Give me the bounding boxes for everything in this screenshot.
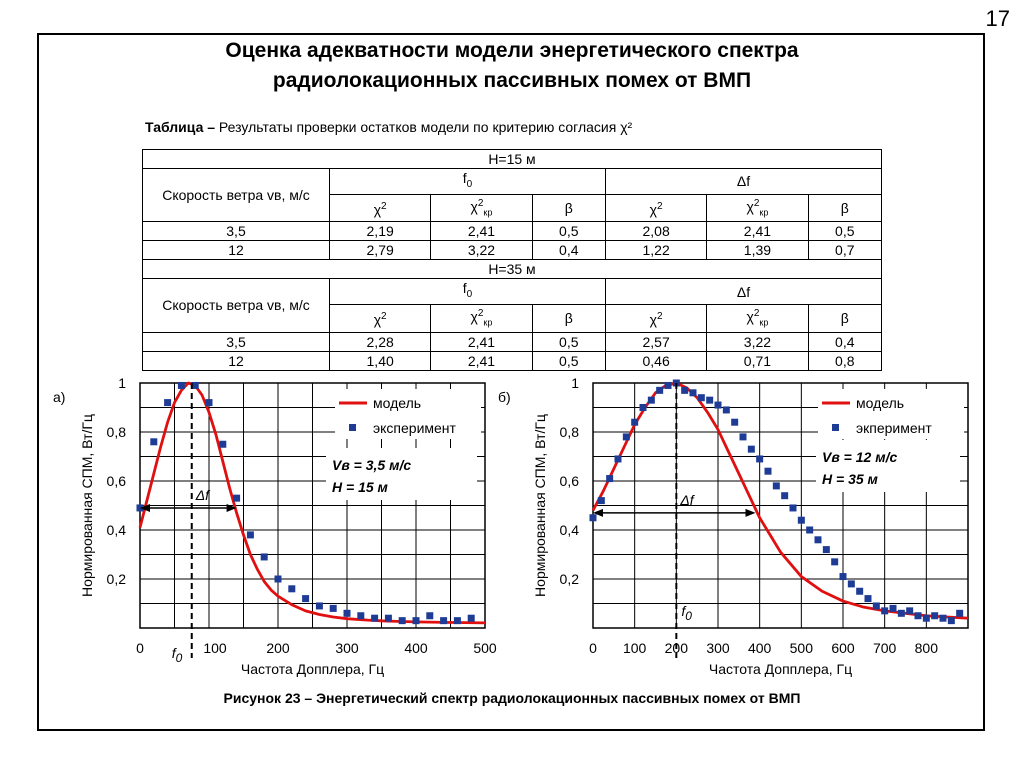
table-cell: 0,71 <box>707 351 808 370</box>
experiment-point <box>275 576 282 583</box>
x-tick-label: 600 <box>831 640 855 656</box>
x-tick-label: 500 <box>789 640 814 656</box>
annotation-height: H = 35 м <box>822 471 878 487</box>
column-header-chi2kr: $\chi^2_{кр}$ <box>431 194 532 221</box>
x-tick-label: 800 <box>914 640 939 656</box>
x-tick-label: 100 <box>622 640 647 656</box>
page-number: 17 <box>985 6 1010 31</box>
column-header-chi2: $\chi^2$ <box>605 194 706 221</box>
table-cell: 0,46 <box>605 351 706 370</box>
x-tick-label: 400 <box>747 640 772 656</box>
experiment-point <box>898 610 905 617</box>
y-tick-label: 0,6 <box>106 473 126 489</box>
experiment-point <box>948 617 955 624</box>
x-tick-label: 300 <box>335 640 359 656</box>
experiment-point <box>413 617 420 624</box>
experiment-point <box>468 615 475 622</box>
table-cell: 1,22 <box>605 241 706 260</box>
experiment-point <box>385 615 392 622</box>
column-header-chi2: $\chi^2$ <box>605 305 706 332</box>
table-cell: 0,7 <box>808 241 881 260</box>
row-speed-value: 3,5 <box>143 332 330 351</box>
group-df: Δf <box>605 169 881 195</box>
legend-experiment-label: экперимент <box>856 420 932 436</box>
table-cell: 2,79 <box>330 241 431 260</box>
x-axis-title: Частота Допплера, Гц <box>240 661 385 677</box>
experiment-point <box>426 612 433 619</box>
experiment-point <box>357 612 364 619</box>
table-cell: 2,28 <box>330 332 431 351</box>
table-cell: 0,5 <box>532 351 605 370</box>
experiment-point <box>856 588 863 595</box>
experiment-point <box>840 573 847 580</box>
figure-caption: Рисунок 23 – Энергетический спектр радиолокационных пассивных помех от ВМП <box>223 690 801 706</box>
experiment-point <box>765 468 772 475</box>
y-axis-title: Нормированная СПМ, Вт/Гц <box>532 414 548 597</box>
column-header-beta: β <box>808 305 881 332</box>
table-cell: 0,4 <box>808 332 881 351</box>
experiment-point <box>748 446 755 453</box>
experiment-point <box>615 455 622 462</box>
group-f0: $f_0$ <box>330 169 606 195</box>
experiment-point <box>178 382 185 389</box>
experiment-point <box>233 495 240 502</box>
panel-label: а) <box>53 389 66 405</box>
group-f0: $f_0$ <box>330 279 606 305</box>
row-speed-value: 3,5 <box>143 222 330 241</box>
column-header-chi2kr: $\chi^2_{кр}$ <box>707 305 808 332</box>
table-cell: 2,41 <box>431 332 532 351</box>
df-arrow-head-right <box>746 509 756 517</box>
experiment-point <box>906 607 913 614</box>
table-cell: 0,5 <box>808 222 881 241</box>
y-tick-label: 0,4 <box>106 522 126 538</box>
experiment-point <box>206 399 213 406</box>
table-caption-text: Результаты проверки остатков модели по критерию согласия χ² <box>215 119 633 135</box>
experiment-point <box>915 612 922 619</box>
row-speed-value: 12 <box>143 241 330 260</box>
table-cell: 2,41 <box>431 222 532 241</box>
x-tick-label: 0 <box>589 640 597 656</box>
experiment-point <box>881 607 888 614</box>
table-cell: 1,40 <box>330 351 431 370</box>
experiment-point <box>371 615 378 622</box>
x-tick-label: 0 <box>136 640 144 656</box>
experiment-point <box>940 615 947 622</box>
experiment-point <box>806 527 813 534</box>
experiment-point <box>831 558 838 565</box>
x-tick-label: 300 <box>706 640 730 656</box>
table-cell: 3,22 <box>707 332 808 351</box>
y-tick-label: 0,2 <box>559 571 579 587</box>
experiment-point <box>690 389 697 396</box>
section-header: H=35 м <box>143 260 882 279</box>
experiment-point <box>648 397 655 404</box>
experiment-point <box>731 419 738 426</box>
experiment-point <box>823 546 830 553</box>
x-tick-label: 200 <box>266 640 290 656</box>
experiment-point <box>150 438 157 445</box>
f0-label: f0 <box>681 603 692 623</box>
section-header: H=15 м <box>143 150 882 169</box>
annotation-speed: Vв = 3,5 м/с <box>332 457 412 473</box>
experiment-point <box>640 404 647 411</box>
table-cell: 1,39 <box>707 241 808 260</box>
column-header-beta: β <box>532 305 605 332</box>
df-label: Δf <box>680 491 694 508</box>
experiment-point <box>723 406 730 413</box>
table-cell: 2,08 <box>605 222 706 241</box>
experiment-point <box>848 580 855 587</box>
experiment-point <box>454 617 461 624</box>
annotation-speed: Vв = 12 м/с <box>822 449 898 465</box>
experiment-point <box>440 617 447 624</box>
experiment-point <box>956 610 963 617</box>
experiment-point <box>606 475 613 482</box>
column-header-beta: β <box>808 194 881 221</box>
experiment-point <box>623 433 630 440</box>
y-axis-title: Нормированная СПМ, Вт/Гц <box>79 414 95 597</box>
y-tick-label: 0,4 <box>559 522 579 538</box>
experiment-point <box>590 514 597 521</box>
experiment-point <box>756 455 763 462</box>
table-cell: 2,57 <box>605 332 706 351</box>
experiment-point <box>631 419 638 426</box>
experiment-point <box>715 402 722 409</box>
group-df: Δf <box>605 279 881 305</box>
row-speed-value: 12 <box>143 351 330 370</box>
legend-experiment-swatch <box>349 424 356 431</box>
x-tick-label: 500 <box>473 640 497 656</box>
experiment-point <box>219 441 226 448</box>
column-header-chi2kr: $\chi^2_{кр}$ <box>431 305 532 332</box>
experiment-point <box>873 602 880 609</box>
experiment-point <box>399 617 406 624</box>
experiment-point <box>890 605 897 612</box>
x-tick-label: 400 <box>404 640 428 656</box>
table-cell: 2,41 <box>707 222 808 241</box>
experiment-point <box>773 482 780 489</box>
experiment-point <box>865 595 872 602</box>
f0-label: f0 <box>171 645 183 665</box>
experiment-point <box>781 492 788 499</box>
column-header-chi2kr: $\chi^2_{кр}$ <box>707 194 808 221</box>
y-tick-label: 0,2 <box>106 571 126 587</box>
table-cell: 3,22 <box>431 241 532 260</box>
table-cell: 0,5 <box>532 222 605 241</box>
legend-model-label: модель <box>856 395 905 411</box>
y-tick-label: 0,8 <box>106 424 126 440</box>
y-tick-label: 1 <box>118 375 126 391</box>
experiment-point <box>288 585 295 592</box>
title-line-2: радиолокационных пассивных помех от ВМП <box>272 69 752 92</box>
x-tick-label: 100 <box>203 640 227 656</box>
y-tick-label: 0,6 <box>559 473 579 489</box>
legend-experiment-label: эксперимент <box>373 420 456 436</box>
experiment-point <box>815 536 822 543</box>
experiment-point <box>665 382 672 389</box>
table-caption-label: Таблица – <box>145 119 216 135</box>
experiment-point <box>698 394 705 401</box>
speed-label: Скорость ветра vв, м/с <box>143 169 330 222</box>
legend-model-label: модель <box>373 395 422 411</box>
experiment-point <box>164 399 171 406</box>
column-header-beta: β <box>532 194 605 221</box>
table-cell: 0,4 <box>532 241 605 260</box>
title-line-1: Оценка адекватности модели энергетического спектра <box>225 39 799 62</box>
experiment-point <box>740 433 747 440</box>
experiment-point <box>247 531 254 538</box>
table-cell: 2,19 <box>330 222 431 241</box>
speed-label: Скорость ветра vв, м/с <box>143 279 330 332</box>
experiment-point <box>681 387 688 394</box>
y-tick-label: 0,8 <box>559 424 579 440</box>
column-header-chi2: $\chi^2$ <box>330 194 431 221</box>
legend-experiment-swatch <box>832 424 839 431</box>
x-tick-label: 200 <box>664 640 689 656</box>
experiment-point <box>344 610 351 617</box>
x-tick-label: 700 <box>872 640 897 656</box>
experiment-point <box>316 602 323 609</box>
column-header-chi2: $\chi^2$ <box>330 305 431 332</box>
experiment-point <box>798 517 805 524</box>
experiment-point <box>330 605 337 612</box>
table-cell: 2,41 <box>431 351 532 370</box>
experiment-point <box>656 387 663 394</box>
x-axis-title: Частота Допплера, Гц <box>708 661 853 677</box>
experiment-point <box>931 612 938 619</box>
experiment-point <box>790 504 797 511</box>
experiment-point <box>923 615 930 622</box>
y-tick-label: 1 <box>571 375 579 391</box>
experiment-point <box>261 553 268 560</box>
df-label: Δf <box>195 486 210 503</box>
annotation-height: H = 15 м <box>332 479 388 495</box>
table-cell: 0,8 <box>808 351 881 370</box>
experiment-point <box>706 397 713 404</box>
panel-label: б) <box>498 389 511 405</box>
experiment-point <box>598 497 605 504</box>
experiment-point <box>302 595 309 602</box>
table-cell: 0,5 <box>532 332 605 351</box>
